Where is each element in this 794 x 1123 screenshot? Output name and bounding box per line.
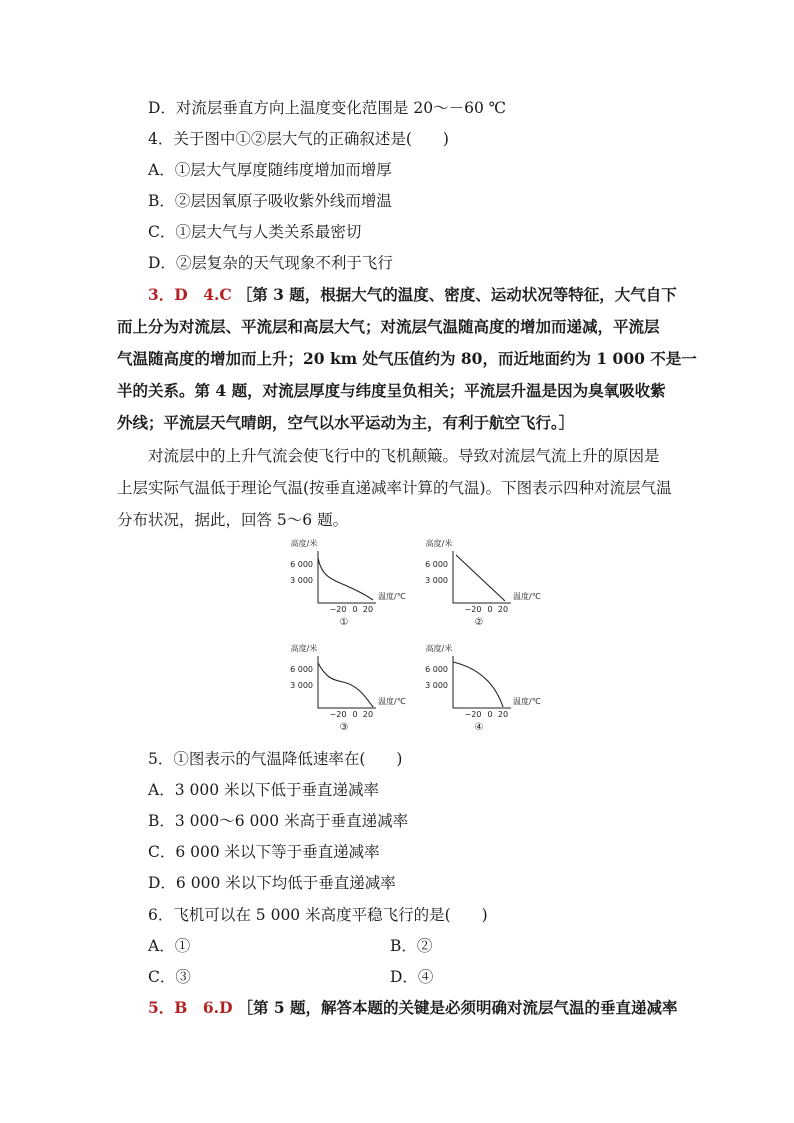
intro-line-3: 分布状况，据此，回答 5～6 题。 <box>117 511 349 529</box>
y-tick-label: 3 000 <box>425 681 448 690</box>
answer-3-4-key: 3．D 4.C <box>148 285 232 304</box>
answer-5-6-key: 5．B 6.D <box>148 998 233 1017</box>
x-tick-label: 0 <box>487 605 493 614</box>
x-tick-label: 20 <box>362 605 374 614</box>
q6-option-b: B．② <box>390 937 433 955</box>
x-tick-label: −20 <box>329 605 347 614</box>
x-tick-label: 20 <box>362 710 374 719</box>
answer-3-4-line-1 <box>148 285 677 305</box>
y-axis-label: 高度/米 <box>290 539 318 548</box>
x-tick-label: −20 <box>329 710 347 719</box>
intro-line-2: 上层实际气温低于理论气温(按垂直递减率计算的气温)。下图表示四种对流层气温 <box>117 479 672 497</box>
x-tick-label: −20 <box>464 710 482 719</box>
q5-option-d: D．6 000 米以下均低于垂直递减率 <box>148 874 396 892</box>
x-tick-label: −20 <box>464 605 482 614</box>
q6-stem: 6．飞机可以在 5 000 米高度平稳飞行的是( ) <box>148 906 488 924</box>
intro-line-1: 对流层中的上升气流会使飞行中的飞机颠簸。导致对流层气流上升的原因是 <box>148 447 660 465</box>
y-tick-label: 3 000 <box>425 576 448 585</box>
y-tick-label: 6 000 <box>425 665 448 674</box>
q4-stem: 4．关于图中①②层大气的正确叙述是( ) <box>148 130 449 148</box>
x-axis-label: 温度/℃ <box>378 697 406 706</box>
q6-option-d: D．④ <box>390 968 434 986</box>
panel-label: ③ <box>339 722 349 733</box>
y-axis-label: 高度/米 <box>290 644 318 653</box>
panel-label: ① <box>339 617 349 628</box>
answer-5-6-line-1 <box>148 998 678 1018</box>
y-tick-label: 6 000 <box>425 560 448 569</box>
diagram-panel-3 <box>290 643 406 733</box>
q4-option-b: B．②层因氧原子吸收紫外线而增温 <box>148 192 392 210</box>
y-axis-label: 高度/米 <box>425 644 453 653</box>
q5-option-b: B．3 000～6 000 米高于垂直递减率 <box>148 812 409 830</box>
y-tick-label: 3 000 <box>290 681 313 690</box>
x-tick-label: 20 <box>497 710 509 719</box>
y-tick-label: 6 000 <box>290 665 313 674</box>
q4-option-a: A．①层大气厚度随纬度增加而增厚 <box>148 161 392 179</box>
q4-option-d: D．②层复杂的天气现象不利于飞行 <box>148 254 393 272</box>
axes <box>318 551 376 603</box>
x-axis-label: 温度/℃ <box>513 592 541 601</box>
answer-3-4-line-2: 而上分为对流层、平流层和高层大气；对流层气温随高度的增加而递减，平流层 <box>117 317 660 336</box>
x-tick-label: 0 <box>352 605 358 614</box>
x-tick-label: 20 <box>497 605 509 614</box>
answer-3-4-text: ［第 3 题，根据大气的温度、密度、运动状况等特征，大气自下 <box>236 285 677 304</box>
q6-option-c: C．③ <box>148 968 191 986</box>
q5-stem: 5．①图表示的气温降低速率在( ) <box>148 750 403 768</box>
answer-5-6-text: ［第 5 题，解答本题的关键是必须明确对流层气温的垂直递减率 <box>237 998 678 1017</box>
q6-option-a: A．① <box>148 937 191 955</box>
temperature-curve <box>318 663 373 707</box>
temperature-curve <box>453 662 503 707</box>
temperature-curve <box>318 558 373 600</box>
x-axis-label: 温度/℃ <box>513 697 541 706</box>
q3-option-d: D．对流层垂直方向上温度变化范围是 20～－60 ℃ <box>148 99 507 117</box>
y-tick-label: 6 000 <box>290 560 313 569</box>
diagram-panel-2 <box>425 538 541 628</box>
temperature-profile-svg <box>280 533 550 743</box>
answer-3-4-line-5: 外线；平流层天气晴朗，空气以水平运动为主，有利于航空飞行。］ <box>117 413 575 432</box>
x-axis-label: 温度/℃ <box>378 592 406 601</box>
diagram-panel-4 <box>425 643 541 733</box>
panel-label: ④ <box>474 722 484 733</box>
x-tick-label: 0 <box>487 710 493 719</box>
temperature-profile-figure <box>280 533 550 743</box>
y-axis-label: 高度/米 <box>425 539 453 548</box>
q4-option-c: C．①层大气与人类关系最密切 <box>148 223 362 241</box>
answer-3-4-line-4: 半的关系。第 4 题，对流层厚度与纬度呈负相关；平流层升温是因为臭氧吸收紫 <box>117 381 666 400</box>
q5-option-c: C．6 000 米以下等于垂直递减率 <box>148 843 380 861</box>
panel-label: ② <box>474 617 484 628</box>
diagram-panel-1 <box>290 538 406 628</box>
q5-option-a: A．3 000 米以下低于垂直递减率 <box>148 781 379 799</box>
axes <box>453 656 511 708</box>
x-tick-label: 0 <box>352 710 358 719</box>
axes <box>453 551 511 603</box>
temperature-curve <box>456 555 505 601</box>
answer-3-4-line-3: 气温随高度的增加而上升；20 km 处气压值约为 80，而近地面约为 1 000 不是一 <box>117 349 697 368</box>
y-tick-label: 3 000 <box>290 576 313 585</box>
